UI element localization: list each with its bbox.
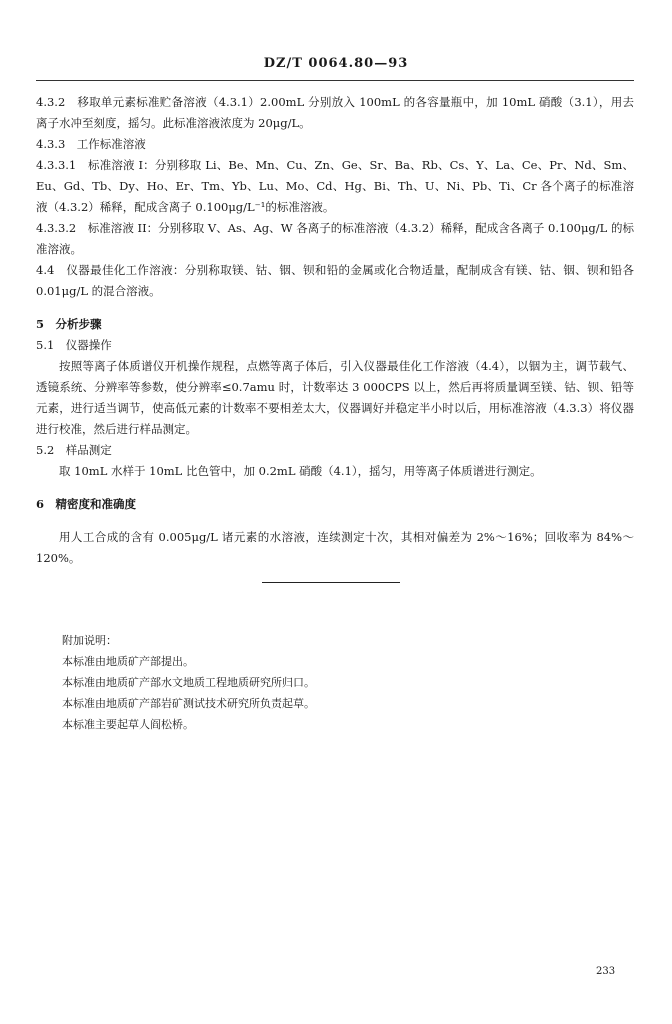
notes-line-2: 本标准由地质矿产部水文地质工程地质研究所归口。 (62, 676, 315, 689)
additional-notes (62, 630, 622, 735)
section-6-heading: 6 精密度和准确度 (36, 497, 137, 511)
clause-5-2-heading: 5.2 样品测定 (36, 443, 112, 457)
notes-title: 附加说明： (62, 634, 117, 647)
notes-line-3: 本标准由地质矿产部岩矿测试技术研究所负责起草。 (62, 697, 315, 710)
clause-4-3-2: 4.3.2 移取单元素标准贮备溶液（4.3.1）2.00mL 分别放入 100mL 的各容量瓶中，加 10mL 硝酸（3.1），用去离子水冲至刻度，摇匀。此标准溶液浓度为 20μg/L。 (36, 95, 634, 130)
section-6-text: 用人工合成的含有 0.005μg/L 诸元素的水溶液，连续测定十次，其相对偏差为 2%～16%；回收率为 84%～120%。 (36, 530, 634, 565)
clause-4-3-3-1: 4.3.3.1 标准溶液 I：分别移取 Li、Be、Mn、Cu、Zn、Ge、Sr、Ba、Rb、Cs、Y、La、Ce、Pr、Nd、Sm、Eu、Gd、Tb、Dy、Ho、Er、Tm、Yb、Lu、Mo、Cd、Hg、Bi、Th、U、Ni、Pb、Ti、Cr 各个离子的标准溶液（4.3.2）稀释，配成含离子 0.100μg/L⁻¹的标准溶液。 (36, 158, 634, 214)
main-content (36, 92, 634, 569)
section-5-heading: 5 分析步骤 (36, 317, 102, 331)
page-number: 233 (596, 966, 616, 977)
standard-code-header: DZ/T 0064.80—93 (263, 56, 409, 71)
notes-line-4: 本标准主要起草人阎松桥。 (62, 718, 194, 731)
clause-5-1-heading: 5.1 仪器操作 (36, 338, 112, 352)
header-rule (36, 80, 634, 81)
end-divider (262, 582, 400, 583)
notes-line-1: 本标准由地质矿产部提出。 (62, 655, 194, 668)
clause-5-1-text: 按照等离子体质谱仪开机操作规程，点燃等离子体后，引入仪器最佳化工作溶液（4.4），以铟为主，调节载气、透镜系统、分辨率等参数，使分辨率≤0.7amu 时，计数率达 3 000CPS 以上，然后再将质量调至镁、钴、钡、铅等元素，进行适当调节，使高低元素的计数率不要相差太大，仪器调好并稳定半小时以后，用标准溶液（4.3.3）将仪器进行校准，然后进行样品测定。 (36, 359, 634, 436)
clause-4-4: 4.4 仪器最佳化工作溶液：分别称取镁、钴、铟、钡和铅的金属或化合物适量，配制成含有镁、钴、铟、钡和铅各 0.01μg/L 的混合溶液。 (36, 263, 634, 298)
clause-4-3-3-heading: 4.3.3 工作标准溶液 (36, 137, 146, 151)
clause-4-3-3-2: 4.3.3.2 标准溶液 II：分别移取 V、As、Ag、W 各离子的标准溶液（4.3.2）稀释，配成含各离子 0.100μg/L 的标准溶液。 (36, 221, 634, 256)
clause-5-2-text: 取 10mL 水样于 10mL 比色管中，加 0.2mL 硝酸（4.1），摇匀，用等离子体质谱进行测定。 (59, 464, 542, 478)
